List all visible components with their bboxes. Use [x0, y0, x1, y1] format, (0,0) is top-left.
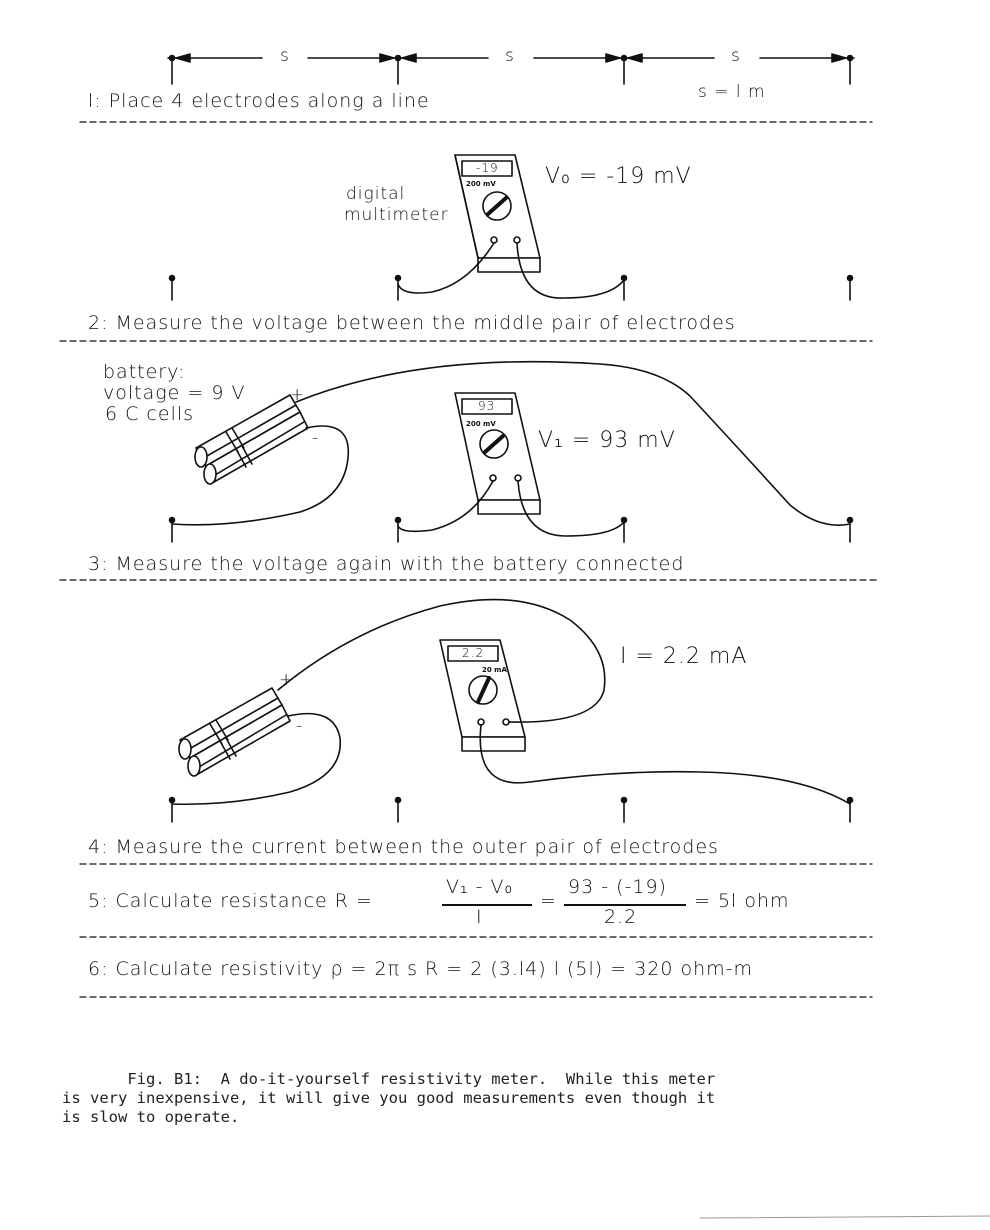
spacing-value: s = l m	[698, 82, 766, 102]
formula-denominator: I	[476, 906, 483, 928]
caption-line: Fig. B1: A do-it-yourself resistivity meter. While this meter	[62, 1070, 716, 1088]
battery-label	[103, 362, 245, 425]
spacing-label: s	[280, 46, 290, 66]
electrode	[170, 276, 175, 301]
meter-range-label: 200 mV	[466, 420, 496, 428]
device-label-line2: multimeter	[344, 205, 449, 225]
battery-minus-sign: -	[312, 428, 320, 448]
resistance-result: = 5l ohm	[694, 890, 790, 912]
electrode	[622, 798, 627, 823]
step1-instruction: l: Place 4 electrodes along a line	[88, 90, 430, 112]
step4-instruction: 4: Measure the current between the outer pair of electrodes	[88, 836, 719, 858]
electrode	[848, 798, 853, 823]
battery-plus-sign: +	[290, 385, 306, 405]
page-edge	[700, 1216, 990, 1218]
meter-display-value: 93	[478, 399, 496, 413]
current-reading: I = 2.2 mA	[620, 644, 748, 669]
meter-range-label: 20 mA	[482, 666, 507, 674]
meter-range-label: 200 mV	[466, 180, 496, 188]
electrode	[622, 518, 627, 543]
electrode	[846, 56, 854, 85]
equals-sign: =	[540, 890, 557, 912]
electrode	[396, 798, 401, 823]
electrode	[848, 518, 853, 543]
calc-denominator: 2.2	[604, 906, 638, 928]
step3-instruction: 3: Measure the voltage again with the battery connected	[88, 553, 685, 575]
electrode	[170, 798, 175, 823]
figure-caption	[62, 1070, 892, 1127]
multimeter	[455, 393, 540, 514]
electrode	[394, 56, 402, 85]
caption-line: is very inexpensive, it will give you good measurements even though it	[62, 1089, 716, 1107]
battery-minus-sign: -	[296, 716, 304, 736]
electrode	[170, 518, 175, 543]
step2-setup	[170, 155, 853, 300]
spacing-label: s	[731, 46, 741, 66]
calc-numerator: 93 - (-19)	[568, 876, 667, 898]
electrode	[622, 276, 627, 301]
voltage-reading-v0: V₀ = -19 mV	[545, 164, 692, 189]
voltage-reading-v1: V₁ = 93 mV	[538, 428, 676, 453]
meter-display-value: 2.2	[462, 646, 485, 660]
step6-instruction: 6: Calculate resistivity ρ = 2π s R = 2 (3.l4) l (5l) = 320 ohm-m	[88, 958, 754, 980]
electrode	[396, 518, 401, 543]
electrode	[620, 56, 628, 85]
battery-label-line2: voltage = 9 V	[103, 382, 246, 404]
formula-numerator: V₁ - V₀	[446, 876, 514, 898]
wire	[278, 600, 605, 723]
battery-label-line1: battery:	[103, 361, 186, 383]
step4-setup	[170, 600, 853, 822]
fraction-bar	[442, 904, 532, 906]
battery-plus-sign: +	[279, 670, 295, 690]
step3-setup	[170, 362, 853, 542]
meter-display-value: -19	[476, 161, 499, 175]
wire	[480, 725, 850, 804]
battery-label-line3: 6 C cells	[105, 403, 195, 425]
spacing-label: s	[505, 46, 515, 66]
step2-instruction: 2: Measure the voltage between the middle pair of electrodes	[88, 312, 736, 334]
caption-line: is slow to operate.	[62, 1108, 240, 1126]
device-label-line1: digital	[346, 184, 406, 204]
electrode	[168, 56, 176, 85]
electrode	[848, 276, 853, 301]
battery-pack	[179, 688, 290, 776]
step5-instruction: 5: Calculate resistance R =	[88, 890, 373, 912]
